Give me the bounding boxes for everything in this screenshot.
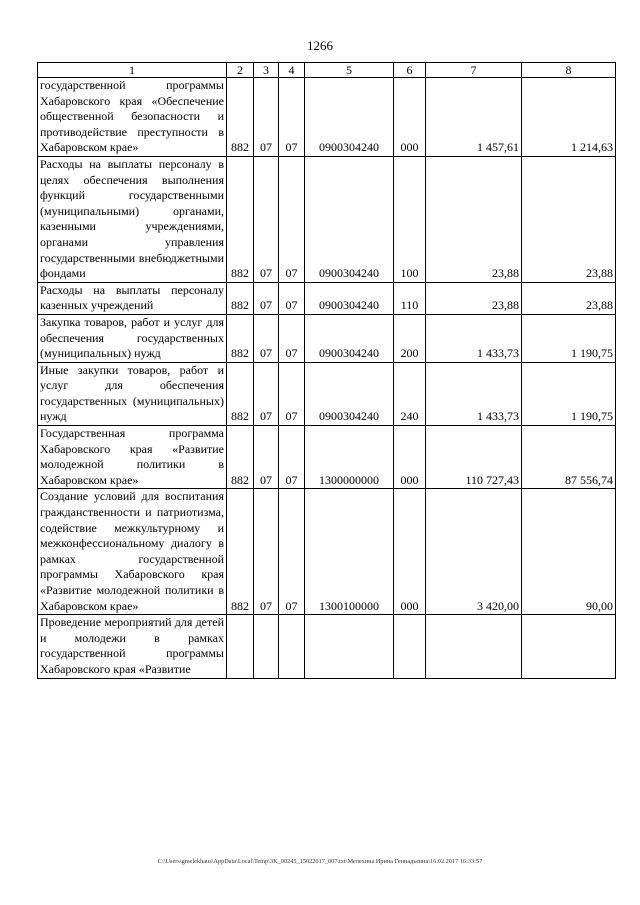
code-cell: 882: [227, 282, 254, 314]
expense-type-cell: [394, 615, 426, 678]
target-article-cell: 0900304240: [305, 156, 394, 282]
section-cell: 07: [254, 78, 279, 157]
table-row: [38, 362, 616, 425]
amount-cell: 1 433,73: [426, 362, 522, 425]
section-cell: [254, 615, 279, 678]
target-article-cell: 0900304240: [305, 282, 394, 314]
amount-cell: 1 433,73: [426, 314, 522, 362]
column-header: 1: [38, 63, 227, 78]
item-name-cell: государственной программы Хабаровского края «Обеспечение общественной безопасности и противодействие преступности в Хабаровском крае»: [38, 78, 227, 157]
column-header: 7: [426, 63, 522, 78]
table-row: [38, 156, 616, 282]
section-cell: 07: [254, 489, 279, 615]
target-article-cell: [305, 615, 394, 678]
amount-cell: [426, 615, 522, 678]
amount-cell: 90,00: [522, 489, 616, 615]
column-header: 5: [305, 63, 394, 78]
file-path-footer: C:\Users\gmelekhaus\AppData\Local\Temp\3K_00245_15022017_007.txt\Мелехина Ирина Геннадьевна\16.02.2017 16:33:57: [157, 858, 483, 865]
subsection-cell: 07: [279, 489, 305, 615]
column-header: 6: [394, 63, 426, 78]
subsection-cell: 07: [279, 426, 305, 489]
table-header-row: [38, 63, 616, 78]
item-name-cell: Расходы на выплаты персоналу в целях обеспечения выполнения функций государственными (муниципальными) органами, казенными учреждениями, органами управления государственными внебюджетными фондами: [38, 156, 227, 282]
column-header: 4: [279, 63, 305, 78]
amount-cell: 1 214,63: [522, 78, 616, 157]
budget-table: [37, 62, 616, 679]
subsection-cell: 07: [279, 282, 305, 314]
table-row: [38, 314, 616, 362]
code-cell: [227, 615, 254, 678]
amount-cell: 87 556,74: [522, 426, 616, 489]
section-cell: 07: [254, 156, 279, 282]
column-header: 2: [227, 63, 254, 78]
amount-cell: 3 420,00: [426, 489, 522, 615]
column-header: 3: [254, 63, 279, 78]
section-cell: 07: [254, 362, 279, 425]
section-cell: 07: [254, 426, 279, 489]
expense-type-cell: 000: [394, 489, 426, 615]
target-article-cell: 0900304240: [305, 362, 394, 425]
subsection-cell: 07: [279, 314, 305, 362]
amount-cell: 23,88: [426, 282, 522, 314]
section-cell: 07: [254, 314, 279, 362]
amount-cell: 1 190,75: [522, 314, 616, 362]
expense-type-cell: 100: [394, 156, 426, 282]
item-name-cell: Проведение мероприятий для детей и молодежи в рамках государственной программы Хабаровского края «Развитие: [38, 615, 227, 678]
subsection-cell: 07: [279, 156, 305, 282]
code-cell: 882: [227, 362, 254, 425]
subsection-cell: [279, 615, 305, 678]
expense-type-cell: 110: [394, 282, 426, 314]
code-cell: 882: [227, 314, 254, 362]
subsection-cell: 07: [279, 362, 305, 425]
table-row: [38, 615, 616, 678]
section-cell: 07: [254, 282, 279, 314]
table-row: [38, 282, 616, 314]
code-cell: 882: [227, 489, 254, 615]
amount-cell: 110 727,43: [426, 426, 522, 489]
amount-cell: 1 457,61: [426, 78, 522, 157]
table-row: [38, 426, 616, 489]
code-cell: 882: [227, 426, 254, 489]
expense-type-cell: 000: [394, 78, 426, 157]
amount-cell: 23,88: [426, 156, 522, 282]
subsection-cell: 07: [279, 78, 305, 157]
code-cell: 882: [227, 78, 254, 157]
target-article-cell: 1300100000: [305, 489, 394, 615]
table-row: [38, 78, 616, 157]
amount-cell: 23,88: [522, 156, 616, 282]
item-name-cell: Иные закупки товаров, работ и услуг для обеспечения государственных (муниципальных) нужд: [38, 362, 227, 425]
code-cell: 882: [227, 156, 254, 282]
expense-type-cell: 240: [394, 362, 426, 425]
target-article-cell: 0900304240: [305, 78, 394, 157]
amount-cell: [522, 615, 616, 678]
target-article-cell: 1300000000: [305, 426, 394, 489]
expense-type-cell: 000: [394, 426, 426, 489]
amount-cell: 1 190,75: [522, 362, 616, 425]
table-row: [38, 489, 616, 615]
item-name-cell: Создание условий для воспитания гражданственности и патриотизма, содействие межкультурному и межконфессиональному диалогу в рамках государственной программы Хабаровского края «Развитие молодежной политики в Хабаровском крае»: [38, 489, 227, 615]
amount-cell: 23,88: [522, 282, 616, 314]
item-name-cell: Закупка товаров, работ и услуг для обеспечения государственных (муниципальных) нужд: [38, 314, 227, 362]
item-name-cell: Расходы на выплаты персоналу казенных учреждений: [38, 282, 227, 314]
target-article-cell: 0900304240: [305, 314, 394, 362]
item-name-cell: Государственная программа Хабаровского края «Развитие молодежной политики в Хабаровском крае»: [38, 426, 227, 489]
column-header: 8: [522, 63, 616, 78]
expense-type-cell: 200: [394, 314, 426, 362]
page-number: 1266: [307, 38, 333, 53]
